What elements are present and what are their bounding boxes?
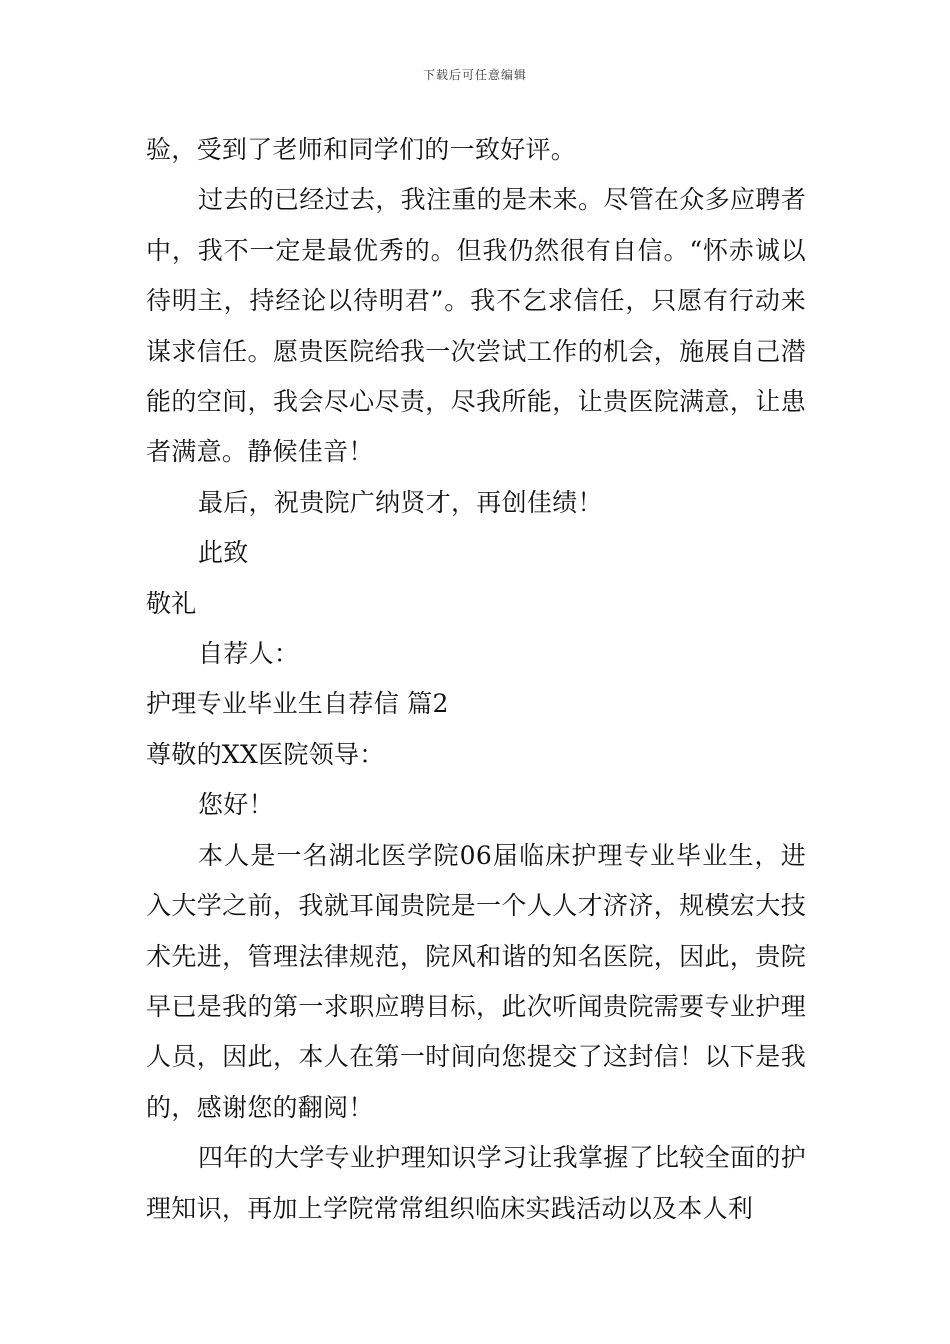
page-header-note: 下载后可任意编辑 [422,68,527,82]
letter-greeting: 尊敬的XX医院领导： [146,739,385,769]
paragraph-closing-wish: 最后，祝贵院广纳贤才，再创佳绩！ [198,487,603,517]
salutation-jingli: 敬礼 [146,588,197,618]
paragraph-future: 过去的已经过去，我注重的是未来。尽管在众多应聘者中，我不一定是最优秀的。但我仍然很有自信。“怀赤诚以待明主，持经论以待明君”。我不乞求信任，只愿有行动来谋求信任。愿贵医院给我一次尝试工作的机会，施展自己潜能的空间，我会尽心尽责，尽我所能，让贵医院满意，让患者满意。静候佳音！ [146,185,806,467]
document-body [146,125,806,1234]
signature-line: 自荐人： [198,639,300,669]
paragraph-continuation: 验，受到了老师和同学们的一致好评。 [146,135,577,164]
salutation-cizhi: 此致 [198,538,249,568]
paragraph-intro: 本人是一名湖北医学院06届临床护理专业毕业生，进入大学之前，我就耳闻贵院是一个人人才济济，规模宏大技术先进，管理法律规范，院风和谐的知名医院，因此，贵院早已是我的第一求职应聘目标，此次听闻贵院需要专业护理人员，因此，本人在第一时间向您提交了这封信！以下是我的，感谢您的翻阅！ [146,840,806,1122]
paragraph-study: 四年的大学专业护理知识学习让我掌握了比较全面的护理知识，再加上学院常常组织临床实践活动以及本人利 [146,1143,806,1223]
greeting-hello: 您好！ [198,790,274,820]
section-title: 护理专业毕业生自荐信 篇2 [146,689,449,719]
